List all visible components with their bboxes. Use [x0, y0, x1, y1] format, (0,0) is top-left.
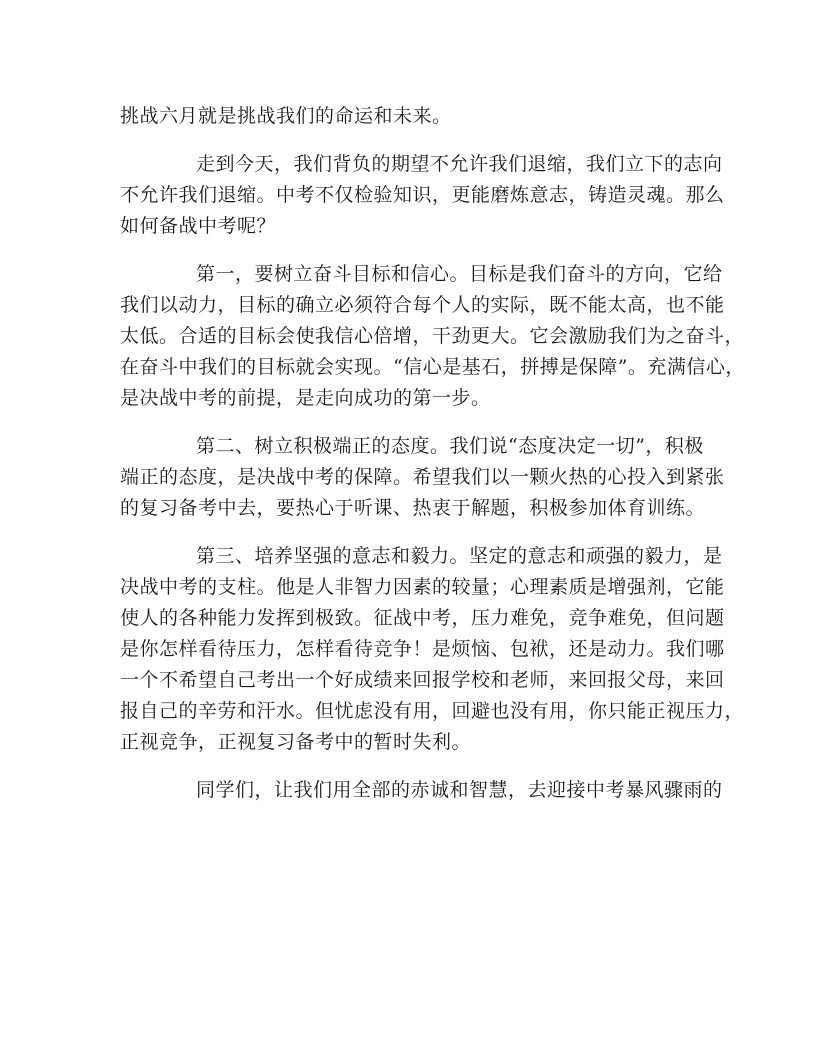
text-line: 的复习备考中去，要热心于听课、热衷于解题，积极参加体育训练。 [120, 497, 706, 519]
text-line: 端正的态度，是决战中考的保障。希望我们以一颗火热的心投入到紧张 [120, 466, 725, 488]
document-body [120, 101, 745, 806]
text-line: 我们以动力，目标的确立必须符合每个人的实际，既不能太高，也不能 [120, 294, 725, 316]
paragraph [120, 431, 725, 524]
text-line: 一个不希望自己考出一个好成绩来回报学校和老师，来回报父母，来回 [120, 669, 725, 691]
text-line: 第三、培养坚强的意志和毅力。坚定的意志和顽强的毅力，是 [196, 545, 723, 567]
text-line: 太低。合适的目标会使我信心倍增，干劲更大。它会激励我们为之奋斗， [120, 325, 745, 347]
text-line: 走到今天，我们背负的期望不允许我们退缩，我们立下的志向 [196, 153, 723, 175]
text-line: 是决战中考的前提，是走向成功的第一步。 [120, 387, 491, 409]
text-line: 第二、树立积极端正的态度。我们说“态度决定一切”，积极 [196, 435, 704, 457]
text-line: 报自己的辛劳和汗水。但忧虑没有用，回避也没有用，你只能正视压力， [120, 700, 745, 722]
text-line: 同学们，让我们用全部的赤诚和智慧，去迎接中考暴风骤雨的 [196, 779, 723, 801]
text-line: 决战中考的支柱。他是人非智力因素的较量；心理素质是增强剂，它能 [120, 576, 725, 598]
text-line: 如何备战中考呢？ [120, 215, 277, 237]
text-line: 挑战六月就是挑战我们的命运和未来。 [120, 105, 452, 127]
paragraph [120, 149, 725, 242]
text-line: 在奋斗中我们的目标就会实现。“信心是基石，拼搏是保障”。充满信心， [120, 356, 745, 378]
paragraph [120, 775, 723, 806]
text-line: 不允许我们退缩。中考不仅检验知识，更能磨炼意志，铸造灵魂。那么 [120, 184, 725, 206]
text-line: 使人的各种能力发挥到极致。征战中考，压力难免，竞争难免，但问题 [120, 607, 725, 629]
text-line: 正视竞争，正视复习备考中的暂时失利。 [120, 731, 472, 753]
paragraph [120, 259, 745, 414]
paragraph [120, 541, 745, 758]
text-line: 是你怎样看待压力，怎样看待竞争！是烦恼、包袱，还是动力。我们哪 [120, 638, 725, 660]
paragraph [120, 101, 700, 132]
text-line: 第一，要树立奋斗目标和信心。目标是我们奋斗的方向，它给 [196, 263, 723, 285]
